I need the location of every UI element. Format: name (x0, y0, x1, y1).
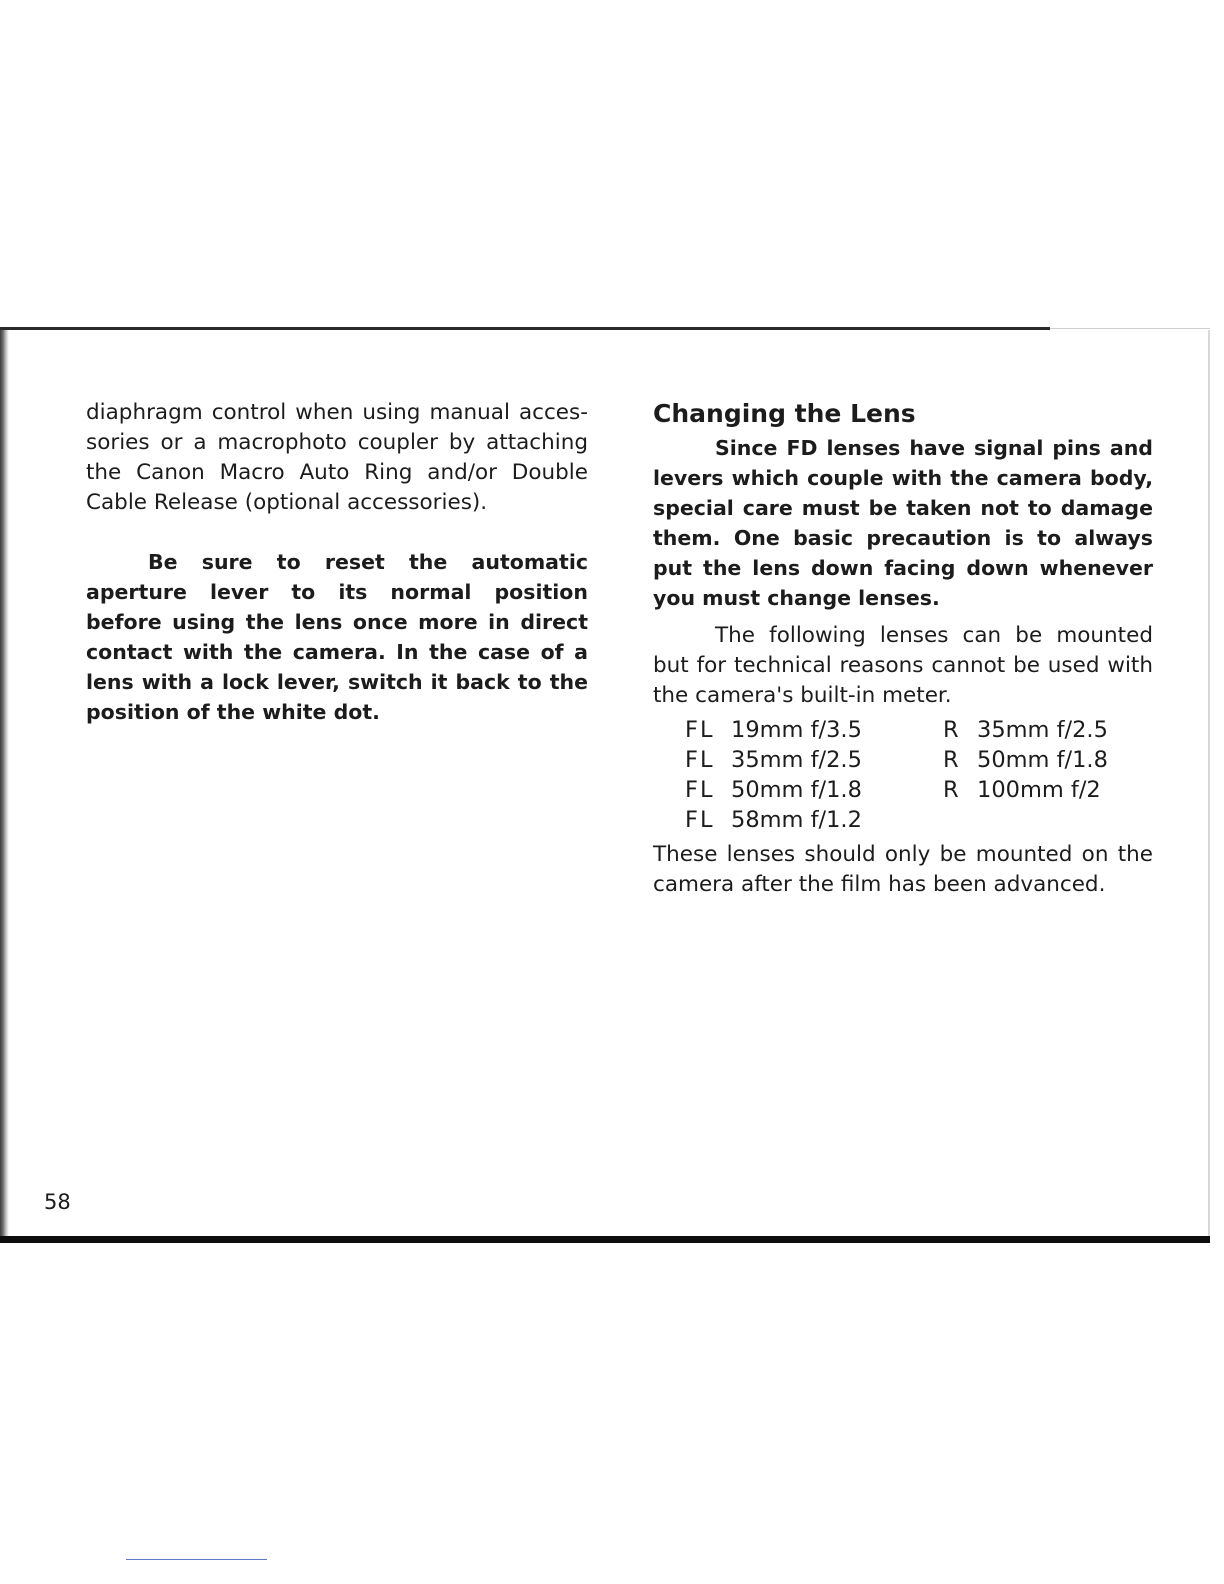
lens-spec: 100mm f/2 (977, 777, 1101, 803)
lens-prefix: FL (685, 807, 715, 833)
compatible-lenses-intro: The following lenses can be mounted but for technical reasons cannot be used with the camera's built-in meter. (653, 623, 1153, 708)
bottom-border-rule (0, 1236, 1210, 1243)
lens-prefix: R (943, 777, 959, 803)
top-border-rule (0, 327, 1050, 330)
mounting-condition-paragraph: These lenses should only be mounted on the camera after the film has been advanced. (653, 842, 1153, 897)
page-binding-edge (0, 330, 9, 1242)
lens-empty-cell (943, 805, 977, 835)
lens-empty-cell (977, 805, 1108, 835)
fd-lens-care-paragraph: Since FD lenses have signal pins and levers which couple with the camera body, special care must be taken not to damage them. One basic precaution is to always put the lens down facing down whenever you must change lenses. (653, 436, 1153, 610)
lens-prefix: R (943, 717, 959, 743)
left-column (86, 398, 588, 727)
lens-row (685, 775, 1108, 805)
lens-prefix: R (943, 747, 959, 773)
lens-prefix: FL (685, 747, 715, 773)
lens-prefix: FL (685, 717, 715, 743)
lens-spec: 58mm f/1.2 (731, 807, 862, 833)
lens-row (685, 805, 1108, 835)
lens-prefix: FL (685, 777, 715, 803)
footer-underline (126, 1559, 267, 1560)
lens-spec: 50mm f/1.8 (977, 747, 1108, 773)
reset-aperture-note: Be sure to reset the automatic aperture lever to its normal position before using the lens once more in direct contact with the camera. In the case of a lens with a lock lever, switch it back to the position of the white dot. (86, 550, 588, 724)
lens-spec: 35mm f/2.5 (731, 747, 862, 773)
page-right-edge (1208, 330, 1210, 1238)
lens-row (685, 715, 1108, 745)
lens-spec: 19mm f/3.5 (731, 717, 862, 743)
section-heading: Changing the Lens (653, 399, 916, 428)
lens-list-table (685, 715, 1108, 835)
lens-spec: 50mm f/1.8 (731, 777, 862, 803)
page-number: 58 (44, 1190, 71, 1214)
right-column (653, 397, 1153, 900)
top-border-fade (1050, 328, 1210, 329)
lens-row (685, 745, 1108, 775)
lens-spec: 35mm f/2.5 (977, 717, 1108, 743)
left-paragraph-continued: diaphragm control when using manual acces- sories or a macrophoto coupler by attaching the Canon Macro Auto Ring and/or Double Cable Release (optional accessories). (86, 400, 588, 515)
